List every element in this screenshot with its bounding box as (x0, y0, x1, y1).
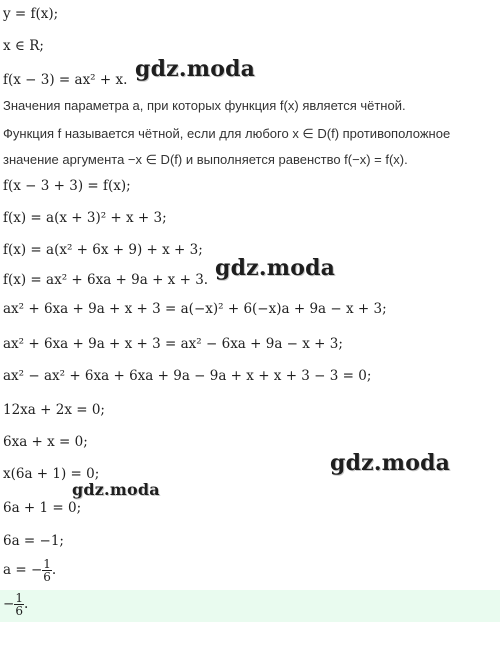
watermark-lower-right: gdz.moda (330, 450, 451, 476)
final-denominator: 6 (43, 570, 51, 584)
watermark-middle: gdz.moda (215, 255, 336, 281)
step-factor: x(6a + 1) = 0; (3, 466, 100, 482)
answer-denominator: 6 (15, 604, 23, 618)
final-lhs: a = − (3, 562, 43, 578)
given-function: y = f(x); (3, 6, 59, 22)
answer-numerator: 1 (15, 591, 23, 605)
watermark-lower-left: gdz.moda (72, 480, 160, 499)
answer-value (3, 592, 28, 617)
step-6a-plus-1: 6a + 1 = 0; (3, 500, 82, 516)
domain-statement: x ∈ R; (3, 38, 44, 54)
step-6a: 6a = −1; (3, 533, 64, 549)
step-12xa: 12xa + 2x = 0; (3, 402, 105, 418)
step-6xa: 6xa + x = 0; (3, 434, 88, 450)
step-evenness-expanded: ax² + 6xa + 9a + x + 3 = ax² − 6xa + 9a − x + 3; (3, 336, 343, 352)
final-value (3, 558, 56, 583)
answer-end: . (23, 596, 29, 612)
given-equation: f(x − 3) = ax² + x. (3, 72, 128, 88)
definition-line-2: значение аргумента −x ∈ D(f) и выполняется равенство f(−x) = f(x). (3, 152, 408, 167)
answer-sign: − (3, 596, 15, 612)
watermark-top: gdz.moda (135, 56, 256, 82)
answer-box (0, 590, 500, 622)
answer-fraction (14, 592, 24, 617)
definition-line-1: Функция f называется чётной, если для любого x ∈ D(f) противоположное (3, 126, 451, 141)
task-statement: Значения параметра a, при которых функция f(x) является чётной. (3, 98, 406, 113)
final-end: . (51, 562, 57, 578)
final-fraction (42, 558, 52, 583)
step-evenness-condition: ax² + 6xa + 9a + x + 3 = a(−x)² + 6(−x)a + 9a − x + 3; (3, 301, 387, 317)
step-collect-terms: ax² − ax² + 6xa + 6xa + 9a − 9a + x + x + 3 − 3 = 0; (3, 368, 372, 384)
step-square: f(x) = a(x + 3)² + x + 3; (3, 210, 167, 226)
step-expand: f(x) = a(x² + 6x + 9) + x + 3; (3, 242, 203, 258)
final-numerator: 1 (43, 557, 51, 571)
step-simplified: f(x) = ax² + 6xa + 9a + x + 3. (3, 272, 209, 288)
step-substitution: f(x − 3 + 3) = f(x); (3, 178, 131, 194)
